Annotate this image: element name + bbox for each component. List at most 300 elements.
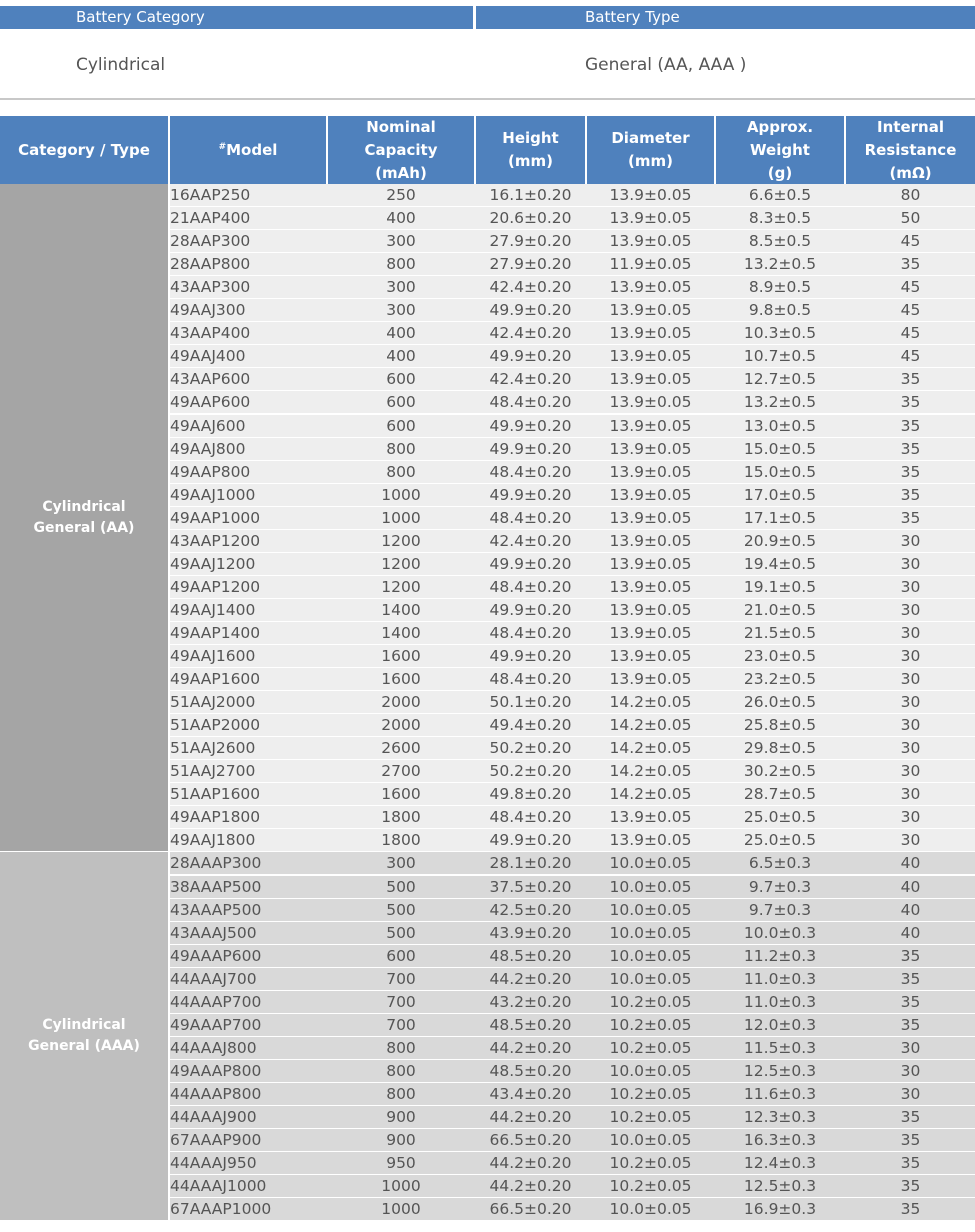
table-row — [170, 1014, 975, 1036]
cell-resistance: 35 — [900, 1154, 921, 1173]
cell-diameter: 10.2±0.05 — [609, 1108, 692, 1126]
cell-capacity: 800 — [386, 255, 416, 274]
cell-diameter: 14.2±0.05 — [609, 716, 692, 735]
table-header-row — [0, 116, 975, 184]
cell-resistance: 35 — [900, 485, 921, 504]
table-row — [170, 184, 975, 206]
table-row — [170, 391, 975, 413]
cell-capacity: 2600 — [381, 739, 421, 758]
cell-resistance: 40 — [900, 854, 921, 873]
cell-capacity: 1000 — [381, 508, 421, 527]
table-row — [170, 276, 975, 298]
cell-resistance: 80 — [900, 186, 921, 204]
cell-capacity: 500 — [386, 900, 416, 919]
cell-resistance: 35 — [900, 439, 921, 458]
cell-model: 49AAP600 — [170, 393, 251, 412]
table-row — [170, 207, 975, 229]
cell-capacity: 800 — [386, 1061, 416, 1080]
header-capacity-label: Nominal Capacity (mAh) — [364, 117, 438, 182]
cell-height: 27.9±0.20 — [489, 232, 572, 251]
cell-model: 16AAP250 — [170, 186, 251, 204]
cell-height: 50.1±0.20 — [489, 693, 572, 712]
cell-diameter: 13.9±0.05 — [609, 485, 692, 504]
cell-weight: 16.3±0.3 — [743, 1131, 817, 1150]
cell-model: 49AAP1800 — [170, 808, 261, 827]
cell-resistance: 35 — [900, 255, 921, 274]
cell-diameter: 10.2±0.05 — [609, 992, 692, 1011]
cell-diameter: 13.9±0.05 — [609, 370, 692, 389]
cell-capacity: 700 — [386, 969, 416, 988]
info-divider — [0, 98, 975, 100]
cell-diameter: 13.9±0.05 — [609, 393, 692, 412]
cell-weight: 19.1±0.5 — [743, 577, 817, 596]
battery-type-value: General (AA, AAA ) — [585, 55, 747, 75]
cell-resistance: 30 — [900, 831, 921, 850]
cell-weight: 13.0±0.5 — [743, 416, 817, 435]
table-row — [170, 852, 975, 874]
cell-capacity: 1600 — [381, 670, 421, 689]
cell-model: 67AAAP900 — [170, 1131, 262, 1150]
cell-capacity: 300 — [386, 278, 416, 297]
cell-height: 44.2±0.20 — [489, 1177, 572, 1196]
cell-resistance: 30 — [900, 531, 921, 550]
cell-model: 49AAP1400 — [170, 623, 261, 642]
cell-capacity: 1400 — [381, 600, 421, 619]
cell-model: 49AAP1200 — [170, 577, 261, 596]
cell-weight: 6.5±0.3 — [748, 854, 812, 873]
cell-capacity: 400 — [386, 324, 416, 343]
cell-model: 43AAAP500 — [170, 900, 262, 919]
cell-height: 43.4±0.20 — [489, 1084, 572, 1103]
cell-height: 48.5±0.20 — [489, 946, 572, 965]
cell-height: 42.5±0.20 — [489, 900, 572, 919]
cell-diameter: 13.9±0.05 — [609, 232, 692, 251]
cell-weight: 17.0±0.5 — [743, 485, 817, 504]
cell-model: 44AAAJ950 — [170, 1154, 257, 1173]
cell-height: 43.9±0.20 — [489, 923, 572, 942]
cell-resistance: 45 — [900, 232, 921, 251]
table-row — [170, 991, 975, 1013]
cell-capacity: 700 — [386, 992, 416, 1011]
cell-resistance: 30 — [900, 554, 921, 573]
table-row — [170, 945, 975, 967]
cell-resistance: 30 — [900, 670, 921, 689]
cell-model: 28AAAP300 — [170, 854, 262, 873]
cell-capacity: 900 — [386, 1131, 416, 1150]
cell-diameter: 13.9±0.05 — [609, 439, 692, 458]
cell-weight: 10.3±0.5 — [743, 324, 817, 343]
cell-resistance: 30 — [900, 1061, 921, 1080]
header-model-label: Model — [226, 140, 278, 159]
table-row — [170, 576, 975, 598]
cell-model: 49AAJ1600 — [170, 647, 256, 665]
cell-diameter: 13.9±0.05 — [609, 324, 692, 343]
cell-weight: 12.0±0.3 — [743, 1015, 817, 1034]
cell-height: 42.4±0.20 — [489, 370, 572, 389]
table-row — [170, 1083, 975, 1105]
cell-resistance: 30 — [900, 716, 921, 735]
category-group-label: Cylindrical General (AA) — [33, 498, 135, 536]
cell-diameter: 13.9±0.05 — [609, 508, 692, 527]
table-row — [170, 1175, 975, 1197]
cell-capacity: 800 — [386, 462, 416, 481]
battery-type-header: Battery Type — [476, 6, 975, 29]
table-row — [170, 299, 975, 321]
cell-resistance: 30 — [900, 647, 921, 665]
table-row — [170, 253, 975, 275]
cell-capacity: 950 — [386, 1154, 416, 1173]
cell-model: 43AAP400 — [170, 324, 251, 343]
table-row — [170, 622, 975, 644]
cell-capacity: 800 — [386, 1038, 416, 1057]
cell-capacity: 600 — [386, 946, 416, 965]
cell-model: 49AAJ1000 — [170, 485, 256, 504]
cell-weight: 11.2±0.3 — [743, 946, 817, 965]
cell-resistance: 45 — [900, 347, 921, 366]
cell-model: 44AAAJ800 — [170, 1038, 257, 1057]
cell-height: 49.9±0.20 — [489, 600, 572, 619]
cell-weight: 12.7±0.5 — [743, 370, 817, 389]
cell-weight: 25.0±0.5 — [743, 831, 817, 850]
cell-height: 49.9±0.20 — [489, 554, 572, 573]
header-weight-label: Approx. Weight (g) — [746, 117, 814, 182]
cell-model: 43AAP1200 — [170, 531, 261, 550]
table-row — [170, 1198, 975, 1220]
cell-diameter: 10.2±0.05 — [609, 1084, 692, 1103]
cell-height: 48.4±0.20 — [489, 670, 572, 689]
header-category-type-label: Category / Type — [18, 140, 150, 159]
cell-capacity: 1200 — [381, 554, 421, 573]
cell-resistance: 40 — [900, 877, 921, 896]
table-row — [170, 1129, 975, 1151]
cell-model: 21AAP400 — [170, 209, 251, 228]
cell-weight: 28.7±0.5 — [743, 785, 817, 804]
cell-capacity: 700 — [386, 1015, 416, 1034]
table-row — [170, 668, 975, 690]
cell-height: 37.5±0.20 — [489, 877, 572, 896]
table-row — [170, 806, 975, 828]
cell-weight: 16.9±0.3 — [743, 1200, 817, 1219]
cell-diameter: 10.0±0.05 — [609, 1200, 692, 1219]
cell-weight: 30.2±0.5 — [743, 762, 817, 781]
table-body — [0, 184, 975, 1221]
cell-weight: 8.5±0.5 — [748, 232, 812, 251]
cell-diameter: 13.9±0.05 — [609, 600, 692, 619]
table-row — [170, 461, 975, 483]
cell-height: 66.5±0.20 — [489, 1131, 572, 1150]
cell-model: 28AAP800 — [170, 255, 251, 274]
cell-weight: 8.9±0.5 — [748, 278, 812, 297]
cell-diameter: 10.2±0.05 — [609, 1038, 692, 1057]
cell-model: 49AAAP600 — [170, 946, 262, 965]
cell-model: 49AAJ400 — [170, 347, 246, 366]
cell-height: 28.1±0.20 — [489, 854, 572, 873]
cell-height: 49.9±0.20 — [489, 647, 572, 665]
cell-weight: 13.2±0.5 — [743, 255, 817, 274]
cell-diameter: 13.9±0.05 — [609, 278, 692, 297]
table-row — [170, 737, 975, 759]
cell-model: 49AAAP700 — [170, 1015, 262, 1034]
table-row — [170, 438, 975, 460]
header-resistance-label: Internal Resistance (mΩ) — [864, 117, 957, 182]
cell-height: 27.9±0.20 — [489, 255, 572, 274]
table-row — [170, 530, 975, 552]
cell-capacity: 900 — [386, 1108, 416, 1126]
cell-diameter: 10.2±0.05 — [609, 1154, 692, 1173]
cell-weight: 12.3±0.3 — [743, 1108, 817, 1126]
cell-resistance: 30 — [900, 739, 921, 758]
cell-capacity: 1400 — [381, 623, 421, 642]
cell-resistance: 40 — [900, 923, 921, 942]
cell-weight: 15.0±0.5 — [743, 439, 817, 458]
cell-capacity: 600 — [386, 370, 416, 389]
cell-diameter: 10.0±0.05 — [609, 969, 692, 988]
table-row — [170, 507, 975, 529]
header-diameter — [587, 116, 714, 184]
category-group-aaa — [0, 852, 168, 1220]
header-height-label: Height (mm) — [502, 129, 559, 170]
cell-weight: 23.0±0.5 — [743, 647, 817, 665]
cell-diameter: 10.0±0.05 — [609, 1061, 692, 1080]
cell-resistance: 30 — [900, 785, 921, 804]
cell-resistance: 40 — [900, 900, 921, 919]
cell-diameter: 13.9±0.05 — [609, 347, 692, 366]
cell-diameter: 14.2±0.05 — [609, 739, 692, 758]
cell-diameter: 10.2±0.05 — [609, 1015, 692, 1034]
cell-height: 20.6±0.20 — [489, 209, 572, 228]
cell-height: 49.4±0.20 — [489, 716, 572, 735]
cell-height: 49.8±0.20 — [489, 785, 572, 804]
cell-resistance: 30 — [900, 600, 921, 619]
cell-resistance: 45 — [900, 324, 921, 343]
cell-diameter: 10.0±0.05 — [609, 900, 692, 919]
cell-resistance: 35 — [900, 992, 921, 1011]
cell-diameter: 13.9±0.05 — [609, 531, 692, 550]
table-row — [170, 1037, 975, 1059]
header-model-mark: # — [218, 141, 227, 152]
header-height — [476, 116, 585, 184]
cell-capacity: 1000 — [381, 1177, 421, 1196]
table-row — [170, 645, 975, 667]
cell-model: 49AAJ1400 — [170, 600, 256, 619]
cell-weight: 9.7±0.3 — [748, 900, 812, 919]
cell-model: 51AAP1600 — [170, 785, 261, 804]
cell-weight: 25.8±0.5 — [743, 716, 817, 735]
table-row — [170, 876, 975, 898]
cell-weight: 29.8±0.5 — [743, 739, 817, 758]
table-row — [170, 783, 975, 805]
cell-weight: 11.0±0.3 — [743, 992, 817, 1011]
table-row — [170, 968, 975, 990]
cell-diameter: 10.0±0.05 — [609, 1131, 692, 1150]
cell-weight: 11.5±0.3 — [743, 1038, 817, 1057]
table-row — [170, 345, 975, 367]
cell-weight: 10.7±0.5 — [743, 347, 817, 366]
cell-weight: 11.6±0.3 — [743, 1084, 817, 1103]
cell-diameter: 11.9±0.05 — [609, 255, 692, 274]
cell-model: 67AAAP1000 — [170, 1200, 272, 1219]
cell-height: 42.4±0.20 — [489, 278, 572, 297]
cell-resistance: 35 — [900, 1108, 921, 1126]
category-group-aa — [0, 184, 168, 851]
cell-height: 44.2±0.20 — [489, 1038, 572, 1057]
cell-weight: 10.0±0.3 — [743, 923, 817, 942]
battery-category-value: Cylindrical — [76, 55, 166, 75]
battery-info-table — [0, 0, 975, 101]
cell-resistance: 35 — [900, 416, 921, 435]
cell-diameter: 13.9±0.05 — [609, 554, 692, 573]
cell-resistance: 30 — [900, 577, 921, 596]
cell-resistance: 30 — [900, 808, 921, 827]
cell-capacity: 1800 — [381, 808, 421, 827]
table-row — [170, 599, 975, 621]
cell-weight: 21.5±0.5 — [743, 623, 817, 642]
cell-model: 49AAJ600 — [170, 416, 246, 435]
cell-resistance: 45 — [900, 301, 921, 320]
cell-capacity: 1000 — [381, 1200, 421, 1219]
cell-weight: 19.4±0.5 — [743, 554, 817, 573]
cell-height: 43.2±0.20 — [489, 992, 572, 1011]
cell-height: 49.9±0.20 — [489, 831, 572, 850]
cell-weight: 26.0±0.5 — [743, 693, 817, 712]
cell-capacity: 2000 — [381, 716, 421, 735]
cell-weight: 11.0±0.3 — [743, 969, 817, 988]
cell-model: 49AAJ800 — [170, 439, 246, 458]
table-row — [170, 922, 975, 944]
cell-height: 49.9±0.20 — [489, 416, 572, 435]
cell-capacity: 1600 — [381, 785, 421, 804]
cell-diameter: 14.2±0.05 — [609, 785, 692, 804]
cell-height: 49.9±0.20 — [489, 439, 572, 458]
cell-height: 50.2±0.20 — [489, 739, 572, 758]
cell-diameter: 13.9±0.05 — [609, 186, 692, 204]
cell-resistance: 30 — [900, 623, 921, 642]
table-row — [170, 691, 975, 713]
cell-weight: 12.5±0.3 — [743, 1061, 817, 1080]
cell-capacity: 2700 — [381, 762, 421, 781]
cell-diameter: 14.2±0.05 — [609, 693, 692, 712]
cell-model: 51AAP2000 — [170, 716, 261, 735]
cell-height: 44.2±0.20 — [489, 1108, 572, 1126]
header-model — [170, 116, 326, 184]
cell-height: 48.4±0.20 — [489, 462, 572, 481]
cell-capacity: 1200 — [381, 531, 421, 550]
header-resistance — [846, 116, 975, 184]
table-row — [170, 714, 975, 736]
cell-diameter: 13.9±0.05 — [609, 577, 692, 596]
table-row — [170, 484, 975, 506]
table-row — [170, 368, 975, 390]
cell-resistance: 45 — [900, 278, 921, 297]
table-row — [170, 322, 975, 344]
cell-diameter: 10.0±0.05 — [609, 854, 692, 873]
table-row — [170, 230, 975, 252]
cell-capacity: 2000 — [381, 693, 421, 712]
cell-capacity: 600 — [386, 416, 416, 435]
cell-weight: 6.6±0.5 — [748, 186, 812, 204]
cell-model: 49AAP1600 — [170, 670, 261, 689]
cell-weight: 13.2±0.5 — [743, 393, 817, 412]
cell-capacity: 1600 — [381, 647, 421, 665]
cell-resistance: 30 — [900, 693, 921, 712]
cell-diameter: 13.9±0.05 — [609, 647, 692, 665]
cell-capacity: 1200 — [381, 577, 421, 596]
cell-capacity: 1000 — [381, 485, 421, 504]
cell-weight: 25.0±0.5 — [743, 808, 817, 827]
cell-weight: 20.9±0.5 — [743, 531, 817, 550]
cell-capacity: 600 — [386, 393, 416, 412]
cell-resistance: 35 — [900, 462, 921, 481]
cell-model: 44AAAJ900 — [170, 1108, 257, 1126]
cell-weight: 9.7±0.3 — [748, 877, 812, 896]
cell-diameter: 13.9±0.05 — [609, 670, 692, 689]
cell-height: 42.4±0.20 — [489, 531, 572, 550]
header-weight — [716, 116, 844, 184]
cell-capacity: 500 — [386, 877, 416, 896]
cell-diameter: 10.0±0.05 — [609, 923, 692, 942]
table-row — [170, 899, 975, 921]
table-row — [170, 829, 975, 851]
header-capacity — [328, 116, 474, 184]
cell-resistance: 35 — [900, 1015, 921, 1034]
cell-resistance: 35 — [900, 1131, 921, 1150]
cell-height: 48.4±0.20 — [489, 577, 572, 596]
cell-height: 48.4±0.20 — [489, 393, 572, 412]
cell-diameter: 10.0±0.05 — [609, 877, 692, 896]
table-row — [170, 415, 975, 437]
cell-weight: 17.1±0.5 — [743, 508, 817, 527]
cell-height: 49.9±0.20 — [489, 301, 572, 320]
cell-diameter: 14.2±0.05 — [609, 762, 692, 781]
cell-diameter: 13.9±0.05 — [609, 416, 692, 435]
cell-resistance: 35 — [900, 969, 921, 988]
cell-capacity: 300 — [386, 301, 416, 320]
cell-resistance: 35 — [900, 1177, 921, 1196]
cell-height: 48.4±0.20 — [489, 623, 572, 642]
cell-capacity: 400 — [386, 209, 416, 228]
cell-weight: 15.0±0.5 — [743, 462, 817, 481]
table-row — [170, 1060, 975, 1082]
cell-resistance: 35 — [900, 946, 921, 965]
cell-height: 44.2±0.20 — [489, 1154, 572, 1173]
cell-model: 44AAAP800 — [170, 1084, 262, 1103]
cell-weight: 21.0±0.5 — [743, 600, 817, 619]
cell-capacity: 250 — [386, 186, 416, 204]
cell-model: 43AAAJ500 — [170, 923, 257, 942]
cell-model: 51AAJ2700 — [170, 762, 256, 781]
cell-model: 44AAAJ700 — [170, 969, 257, 988]
cell-resistance: 35 — [900, 508, 921, 527]
cell-capacity: 300 — [386, 854, 416, 873]
cell-capacity: 800 — [386, 1084, 416, 1103]
header-diameter-label: Diameter (mm) — [611, 129, 690, 170]
category-group-label: Cylindrical General (AAA) — [28, 1017, 140, 1055]
cell-diameter: 13.9±0.05 — [609, 209, 692, 228]
table-row — [170, 553, 975, 575]
cell-diameter: 13.9±0.05 — [609, 623, 692, 642]
cell-diameter: 13.9±0.05 — [609, 831, 692, 850]
cell-model: 49AAJ300 — [170, 301, 246, 320]
cell-height: 48.4±0.20 — [489, 808, 572, 827]
cell-model: 51AAJ2000 — [170, 693, 256, 712]
cell-capacity: 1800 — [381, 831, 421, 850]
cell-weight: 23.2±0.5 — [743, 670, 817, 689]
cell-height: 48.5±0.20 — [489, 1015, 572, 1034]
cell-resistance: 35 — [900, 370, 921, 389]
cell-resistance: 50 — [900, 209, 921, 228]
cell-resistance: 30 — [900, 1038, 921, 1057]
cell-height: 49.9±0.20 — [489, 485, 572, 504]
